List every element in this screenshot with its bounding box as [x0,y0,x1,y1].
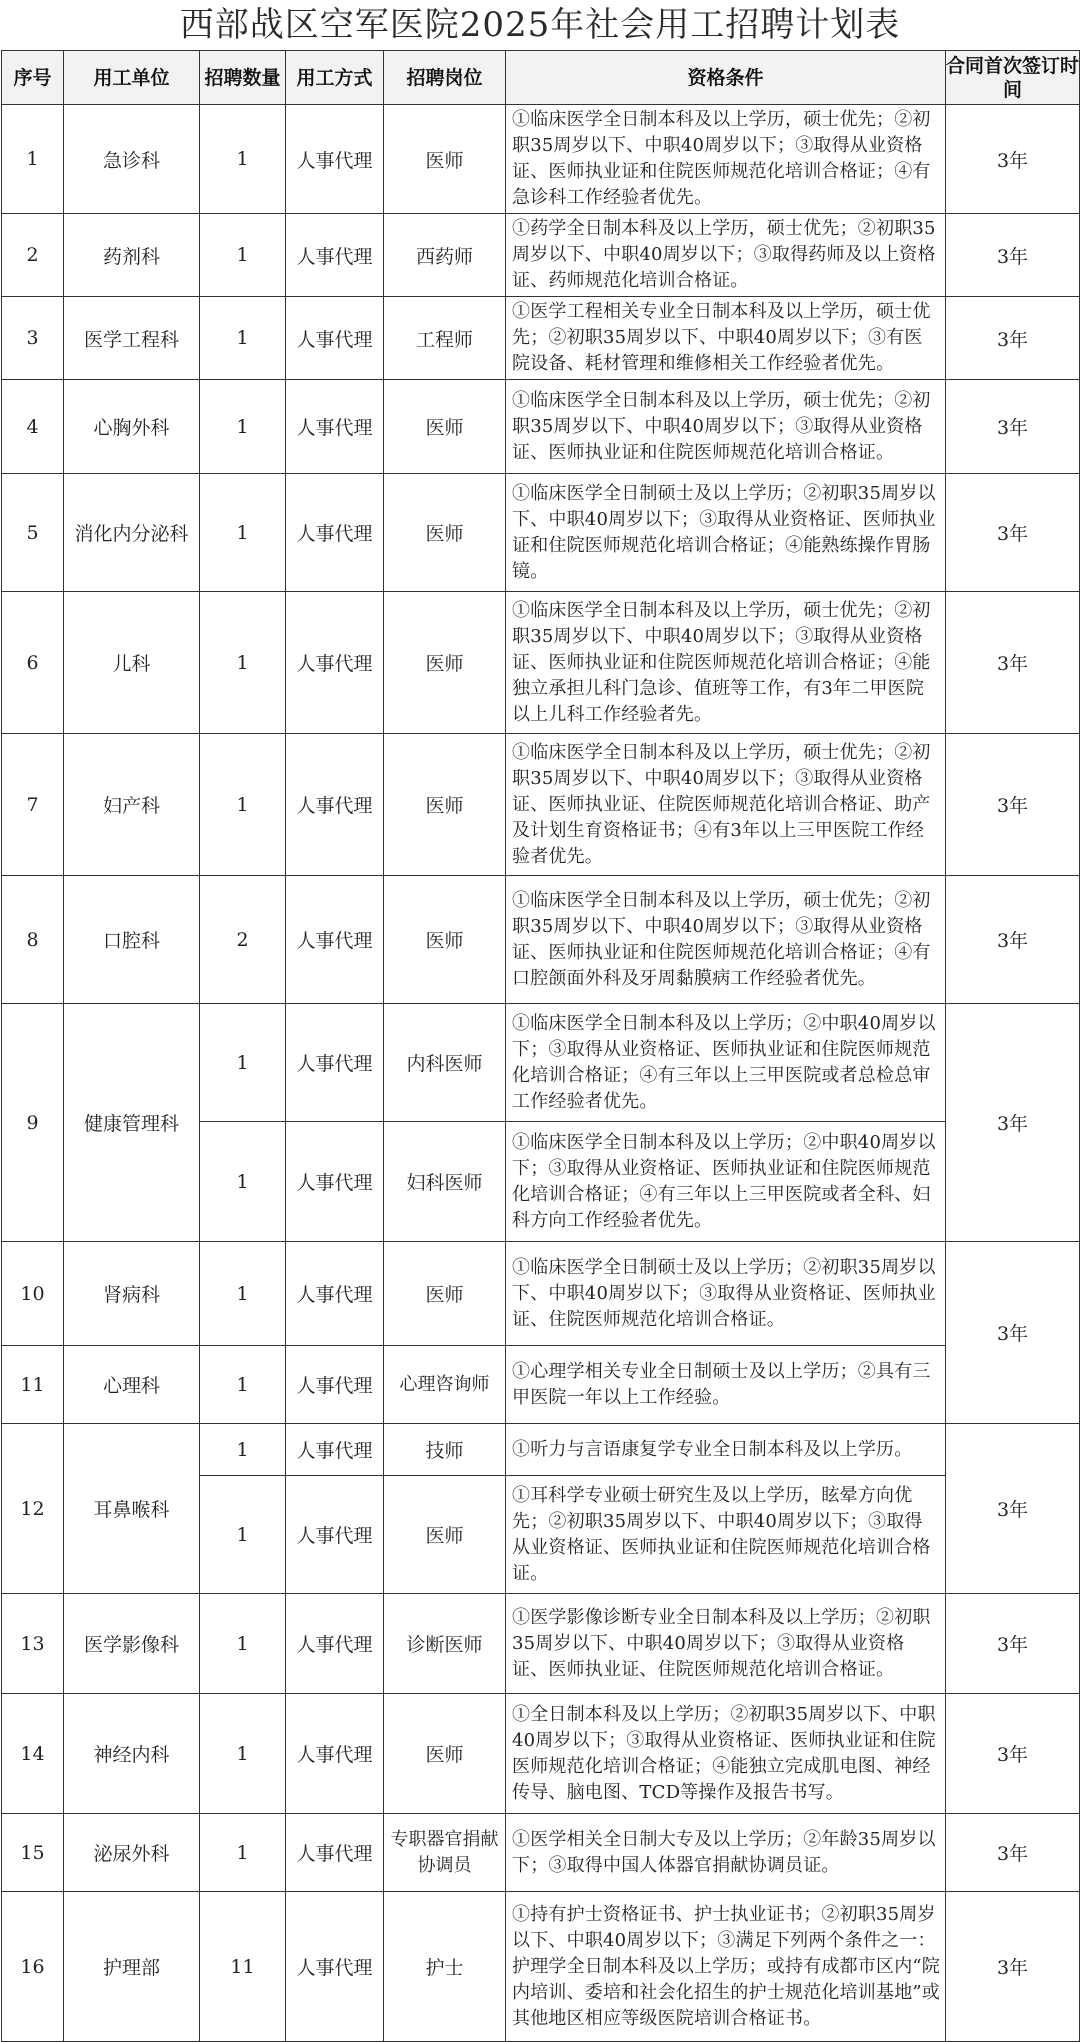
cell-unit: 护理部 [64,1892,200,2042]
table-row [2,1004,1080,1122]
cell-requirements: ①听力与言语康复学专业全日制本科及以上学历。 [506,1424,946,1476]
cell-post: 护士 [384,1892,506,2042]
cell-unit: 健康管理科 [64,1004,200,1242]
cell-unit: 妇产科 [64,734,200,876]
cell-count: 1 [200,1694,286,1814]
cell-count: 1 [200,105,286,214]
cell-requirements: ①心理学相关专业全日制硕士及以上学历；②具有三甲医院一年以上工作经验。 [506,1346,946,1424]
cell-count: 1 [200,1424,286,1476]
cell-contract: 3年 [946,297,1080,380]
header-unit: 用工单位 [64,51,200,105]
cell-requirements: ①临床医学全日制本科及以上学历，硕士优先；②初职35周岁以下、中职40周岁以下；③取得从业资格证、医师执业证、住院医师规范化培训合格证、助产及计划生育资格证书；④有3年以上三甲医院工作经验者优先。 [506,734,946,876]
table-row [2,876,1080,1004]
table-row [2,214,1080,297]
cell-post: 工程师 [384,297,506,380]
cell-requirements: ①临床医学全日制本科及以上学历，硕士优先；②初职35周岁以下、中职40周岁以下；③取得从业资格证、医师执业证和住院医师规范化培训合格证；④有急诊科工作经验者优先。 [506,105,946,214]
cell-requirements: ①临床医学全日制硕士及以上学历；②初职35周岁以下、中职40周岁以下；③取得从业资格证、医师执业证、住院医师规范化培训合格证。 [506,1242,946,1346]
cell-contract: 3年 [946,1694,1080,1814]
cell-mode: 人事代理 [286,214,384,297]
cell-requirements: ①医学影像诊断专业全日制本科及以上学历；②初职35周岁以下、中职40周岁以下；③取得从业资格证、医师执业证、住院医师规范化培训合格证。 [506,1594,946,1694]
table-row [2,1242,1080,1346]
cell-post: 医师 [384,876,506,1004]
cell-requirements: ①全日制本科及以上学历；②初职35周岁以下、中职40周岁以下；③取得从业资格证、医师执业证和住院医师规范化培训合格证；④能独立完成肌电图、神经传导、脑电图、TCD等操作及报告书写。 [506,1694,946,1814]
cell-mode: 人事代理 [286,1694,384,1814]
cell-requirements: ①临床医学全日制本科及以上学历，硕士优先；②初职35周岁以下、中职40周岁以下；③取得从业资格证、医师执业证和住院医师规范化培训合格证；④能独立承担儿科门急诊、值班等工作，有3年二甲医院以上儿科工作经验者先。 [506,592,946,734]
cell-count: 2 [200,876,286,1004]
cell-unit: 神经内科 [64,1694,200,1814]
cell-count: 1 [200,1814,286,1892]
cell-contract: 3年 [946,734,1080,876]
cell-contract: 3年 [946,1424,1080,1594]
cell-requirements: ①耳科学专业硕士研究生及以上学历，眩晕方向优先；②初职35周岁以下、中职40周岁以下；③取得从业资格证、医师执业证和住院医师规范化培训合格证。 [506,1476,946,1594]
cell-post: 医师 [384,734,506,876]
cell-unit: 口腔科 [64,876,200,1004]
cell-contract: 3年 [946,1892,1080,2042]
cell-seq: 4 [2,380,64,474]
cell-requirements: ①药学全日制本科及以上学历，硕士优先；②初职35周岁以下、中职40周岁以下；③取得药师及以上资格证、药师规范化培训合格证。 [506,214,946,297]
cell-count: 1 [200,1004,286,1122]
cell-seq: 3 [2,297,64,380]
cell-count: 1 [200,592,286,734]
page-title: 西部战区空军医院2025年社会用工招聘计划表 [179,5,901,45]
table-row [2,1892,1080,2042]
cell-unit: 泌尿外科 [64,1814,200,1892]
cell-unit: 肾病科 [64,1242,200,1346]
cell-requirements: ①临床医学全日制本科及以上学历，硕士优先；②初职35周岁以下、中职40周岁以下；③取得从业资格证、医师执业证和住院医师规范化培训合格证；④有口腔颌面外科及牙周黏膜病工作经验者优先。 [506,876,946,1004]
cell-mode: 人事代理 [286,1122,384,1242]
cell-count: 1 [200,214,286,297]
table-row [2,474,1080,592]
cell-requirements: ①临床医学全日制本科及以上学历；②中职40周岁以下；③取得从业资格证、医师执业证和住院医师规范化培训合格证；④有三年以上三甲医院或者全科、妇科方向工作经验者优先。 [506,1122,946,1242]
header-post: 招聘岗位 [384,51,506,105]
cell-unit: 药剂科 [64,214,200,297]
cell-unit: 医学影像科 [64,1594,200,1694]
cell-mode: 人事代理 [286,1594,384,1694]
table-row [2,1424,1080,1476]
cell-post: 技师 [384,1424,506,1476]
table-row [2,1694,1080,1814]
cell-mode: 人事代理 [286,1424,384,1476]
cell-count: 1 [200,474,286,592]
cell-requirements: ①临床医学全日制硕士及以上学历；②初职35周岁以下、中职40周岁以下；③取得从业资格证、医师执业证和住院医师规范化培训合格证；④能熟练操作胃肠镜。 [506,474,946,592]
cell-count: 1 [200,1476,286,1594]
cell-seq: 12 [2,1424,64,1594]
cell-contract: 3年 [946,1004,1080,1242]
table-row [2,592,1080,734]
cell-post: 西药师 [384,214,506,297]
cell-contract: 3年 [946,1814,1080,1892]
table-row [2,297,1080,380]
cell-post: 医师 [384,1694,506,1814]
cell-mode: 人事代理 [286,734,384,876]
cell-seq: 2 [2,214,64,297]
table-row [2,1814,1080,1892]
cell-seq: 10 [2,1242,64,1346]
header-req: 资格条件 [506,51,946,105]
cell-unit: 急诊科 [64,105,200,214]
cell-unit: 心胸外科 [64,380,200,474]
cell-requirements: ①医学工程相关专业全日制本科及以上学历，硕士优先；②初职35周岁以下、中职40周岁以下；③有医院设备、耗材管理和维修相关工作经验者优先。 [506,297,946,380]
cell-unit: 医学工程科 [64,297,200,380]
cell-post: 医师 [384,380,506,474]
cell-mode: 人事代理 [286,1476,384,1594]
cell-count: 1 [200,734,286,876]
cell-contract: 3年 [946,876,1080,1004]
cell-post: 诊断医师 [384,1594,506,1694]
cell-unit: 耳鼻喉科 [64,1424,200,1594]
cell-unit: 心理科 [64,1346,200,1424]
cell-post: 妇科医师 [384,1122,506,1242]
header-seq: 序号 [2,51,64,105]
cell-contract: 3年 [946,474,1080,592]
table-row [2,1346,1080,1424]
cell-mode: 人事代理 [286,1814,384,1892]
cell-unit: 消化内分泌科 [64,474,200,592]
table-row [2,105,1080,214]
cell-seq: 13 [2,1594,64,1694]
cell-count: 1 [200,380,286,474]
cell-contract: 3年 [946,592,1080,734]
cell-post: 专职器官捐献协调员 [384,1814,506,1892]
cell-post: 医师 [384,1242,506,1346]
cell-post: 医师 [384,1476,506,1594]
cell-mode: 人事代理 [286,474,384,592]
cell-count: 1 [200,297,286,380]
cell-contract: 3年 [946,214,1080,297]
cell-seq: 15 [2,1814,64,1892]
cell-count: 1 [200,1594,286,1694]
header-contract: 合同首次签订时间 [946,51,1080,105]
cell-seq: 9 [2,1004,64,1242]
cell-mode: 人事代理 [286,592,384,734]
cell-post: 心理咨询师 [384,1346,506,1424]
cell-requirements: ①临床医学全日制本科及以上学历；②中职40周岁以下；③取得从业资格证、医师执业证和住院医师规范化培训合格证；④有三年以上三甲医院或者总检总审工作经验者优先。 [506,1004,946,1122]
cell-post: 内科医师 [384,1004,506,1122]
cell-mode: 人事代理 [286,380,384,474]
cell-mode: 人事代理 [286,1346,384,1424]
cell-contract: 3年 [946,105,1080,214]
cell-count: 1 [200,1242,286,1346]
cell-requirements: ①持有护士资格证书、护士执业证书；②初职35周岁以下、中职40周岁以下；③满足下列两个条件之一：护理学全日制本科及以上学历；或持有成都市区内“院内培训、委培和社会化招生的护士规范化培训基地”或其他地区相应等级医院培训合格证书。 [506,1892,946,2042]
cell-seq: 8 [2,876,64,1004]
cell-seq: 6 [2,592,64,734]
cell-requirements: ①医学相关全日制大专及以上学历；②年龄35周岁以下；③取得中国人体器官捐献协调员证。 [506,1814,946,1892]
cell-seq: 1 [2,105,64,214]
cell-count: 1 [200,1346,286,1424]
cell-mode: 人事代理 [286,1004,384,1122]
table-row [2,734,1080,876]
cell-mode: 人事代理 [286,297,384,380]
header-mode: 用工方式 [286,51,384,105]
cell-seq: 14 [2,1694,64,1814]
cell-mode: 人事代理 [286,105,384,214]
cell-seq: 5 [2,474,64,592]
cell-count: 11 [200,1892,286,2042]
cell-post: 医师 [384,592,506,734]
cell-count: 1 [200,1122,286,1242]
cell-mode: 人事代理 [286,1892,384,2042]
cell-requirements: ①临床医学全日制本科及以上学历，硕士优先；②初职35周岁以下、中职40周岁以下；③取得从业资格证、医师执业证和住院医师规范化培训合格证。 [506,380,946,474]
cell-contract: 3年 [946,380,1080,474]
recruitment-table [1,50,1080,2042]
cell-seq: 11 [2,1346,64,1424]
cell-contract: 3年 [946,1242,1080,1424]
cell-seq: 16 [2,1892,64,2042]
table-row [2,1594,1080,1694]
cell-seq: 7 [2,734,64,876]
cell-contract: 3年 [946,1594,1080,1694]
cell-unit: 儿科 [64,592,200,734]
cell-mode: 人事代理 [286,876,384,1004]
table-header-row [2,51,1080,105]
header-count: 招聘数量 [200,51,286,105]
table-row [2,380,1080,474]
cell-post: 医师 [384,105,506,214]
cell-mode: 人事代理 [286,1242,384,1346]
cell-post: 医师 [384,474,506,592]
